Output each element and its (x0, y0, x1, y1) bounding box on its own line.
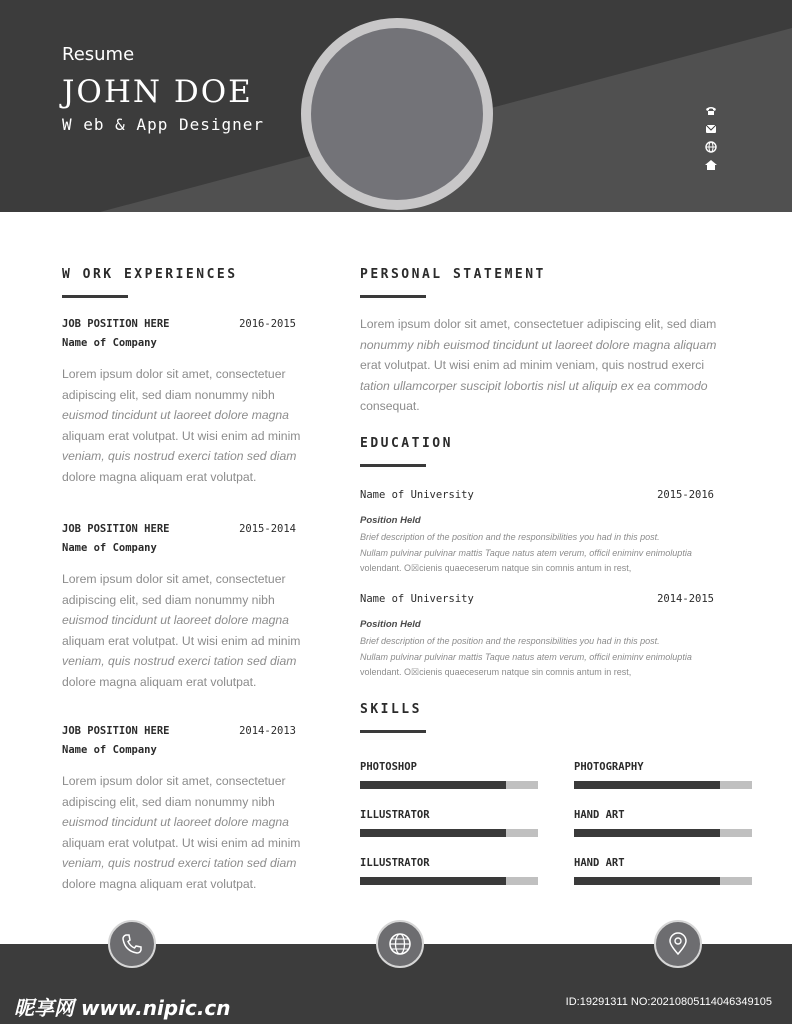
job-description: Lorem ipsum dolor sit amet, consectetuer adipiscing elit, sed diam nonummy nibh euismod tincidunt ut laoreet dolore magna aliquam erat volutpat. Ut wisi enim ad minim veniam, quis nostrud exerci tation sed diam dolore magna aliquam erat volutpat. (62, 572, 301, 689)
skill-name: ILLUSTRATOR (360, 809, 430, 821)
skill-bar-track (360, 829, 538, 837)
home-icon (704, 158, 718, 172)
contact-icons (704, 104, 718, 176)
footer-phone-button (108, 920, 156, 968)
skill-bar-fill (360, 829, 506, 837)
skill-item (574, 857, 752, 887)
education-years: 2014-2015 (657, 593, 714, 605)
skill-item (574, 809, 752, 839)
job-company: Name of Company (62, 744, 157, 756)
skills-heading: SKILLS (360, 702, 422, 717)
skill-name: PHOTOSHOP (360, 761, 417, 773)
job-title: JOB POSITION HERE (62, 523, 170, 535)
skill-name: HAND ART (574, 809, 625, 821)
school-name: Name of University (360, 489, 474, 501)
job-description: Lorem ipsum dolor sit amet, consectetuer adipiscing elit, sed diam nonummy nibh euismod tincidunt ut laoreet dolore magna aliquam erat volutpat. Ut wisi enim ad minim veniam, quis nostrud exerci tation sed diam dolore magna aliquam erat volutpat. (62, 367, 301, 484)
skill-name: PHOTOGRAPHY (574, 761, 644, 773)
job-entry (62, 725, 306, 905)
skill-bar-track (574, 781, 752, 789)
education-heading: EDUCATION (360, 436, 453, 451)
position-held: Position Held (360, 515, 421, 526)
location-pin-icon (665, 931, 691, 957)
skill-bar-track (360, 781, 538, 789)
resume-label: Resume (62, 44, 135, 65)
job-years: 2015-2014 (239, 523, 296, 535)
skill-item (574, 761, 752, 791)
skill-item (360, 809, 538, 839)
work-heading-rule (62, 295, 128, 298)
job-description: Lorem ipsum dolor sit amet, consectetuer adipiscing elit, sed diam nonummy nibh euismod tincidunt ut laoreet dolore magna aliquam erat volutpat. Ut wisi enim ad minim veniam, quis nostrud exerci tation sed diam dolore magna aliquam erat volutpat. (62, 774, 301, 891)
job-company: Name of Company (62, 337, 157, 349)
mail-icon (704, 122, 718, 136)
profile-photo (311, 28, 483, 200)
globe-icon (704, 140, 718, 154)
candidate-name: JOHN DOE (62, 74, 253, 110)
globe-icon (387, 931, 413, 957)
job-title: JOB POSITION HERE (62, 318, 170, 330)
skill-bar-fill (574, 829, 720, 837)
skills-heading-rule (360, 730, 426, 733)
job-years: 2016-2015 (239, 318, 296, 330)
watermark-logo: 昵享网 www.nipic.cn (14, 996, 231, 1020)
school-name: Name of University (360, 593, 474, 605)
phone-icon (704, 104, 718, 118)
education-entry (360, 593, 732, 688)
education-description: Brief description of the position and the responsibilities you had in this post. Nullam pulvinar pulvinar mattis Taque natus atem verum, officil eniminv enimoluptia volendant. O☒cienis quaeceserum natque sin comnis antum in rest, (360, 532, 692, 574)
skill-item (360, 761, 538, 791)
skill-bar-track (574, 877, 752, 885)
work-heading: W ORK EXPERIENCES (62, 267, 238, 282)
phone-icon (119, 931, 145, 957)
job-company: Name of Company (62, 542, 157, 554)
skill-bar-fill (574, 877, 720, 885)
footer-globe-button (376, 920, 424, 968)
skill-name: ILLUSTRATOR (360, 857, 430, 869)
skill-bar-fill (360, 781, 506, 789)
skill-name: HAND ART (574, 857, 625, 869)
skill-item (360, 857, 538, 887)
footer-location-button (654, 920, 702, 968)
position-held: Position Held (360, 619, 421, 630)
skill-bar-fill (574, 781, 720, 789)
job-entry (62, 318, 306, 498)
job-entry (62, 523, 306, 703)
statement-heading-rule (360, 295, 426, 298)
skill-bar-track (574, 829, 752, 837)
personal-statement-text: Lorem ipsum dolor sit amet, consectetuer adipiscing elit, sed diam nonummy nibh euismod tincidunt ut laoreet dolore magna aliquam erat volutpat. Ut wisi enim ad minim veniam, quis nostrud exerci tation ullamcorper suscipit lobortis nisl ut aliquip ex ea commodo consequat. (360, 317, 717, 414)
education-entry (360, 489, 732, 584)
education-heading-rule (360, 464, 426, 467)
statement-heading: PERSONAL STATEMENT (360, 267, 546, 282)
skill-bar-track (360, 877, 538, 885)
job-title: JOB POSITION HERE (62, 725, 170, 737)
job-years: 2014-2013 (239, 725, 296, 737)
education-description: Brief description of the position and the responsibilities you had in this post. Nullam pulvinar pulvinar mattis Taque natus atem verum, officil eniminv enimoluptia volendant. O☒cienis quaeceserum natque sin comnis antum in rest, (360, 636, 692, 678)
watermark-id: ID:19291311 NO:20210805114046349105 (565, 996, 772, 1008)
skill-bar-fill (360, 877, 506, 885)
candidate-role: W eb & App Designer (62, 115, 265, 134)
education-years: 2015-2016 (657, 489, 714, 501)
